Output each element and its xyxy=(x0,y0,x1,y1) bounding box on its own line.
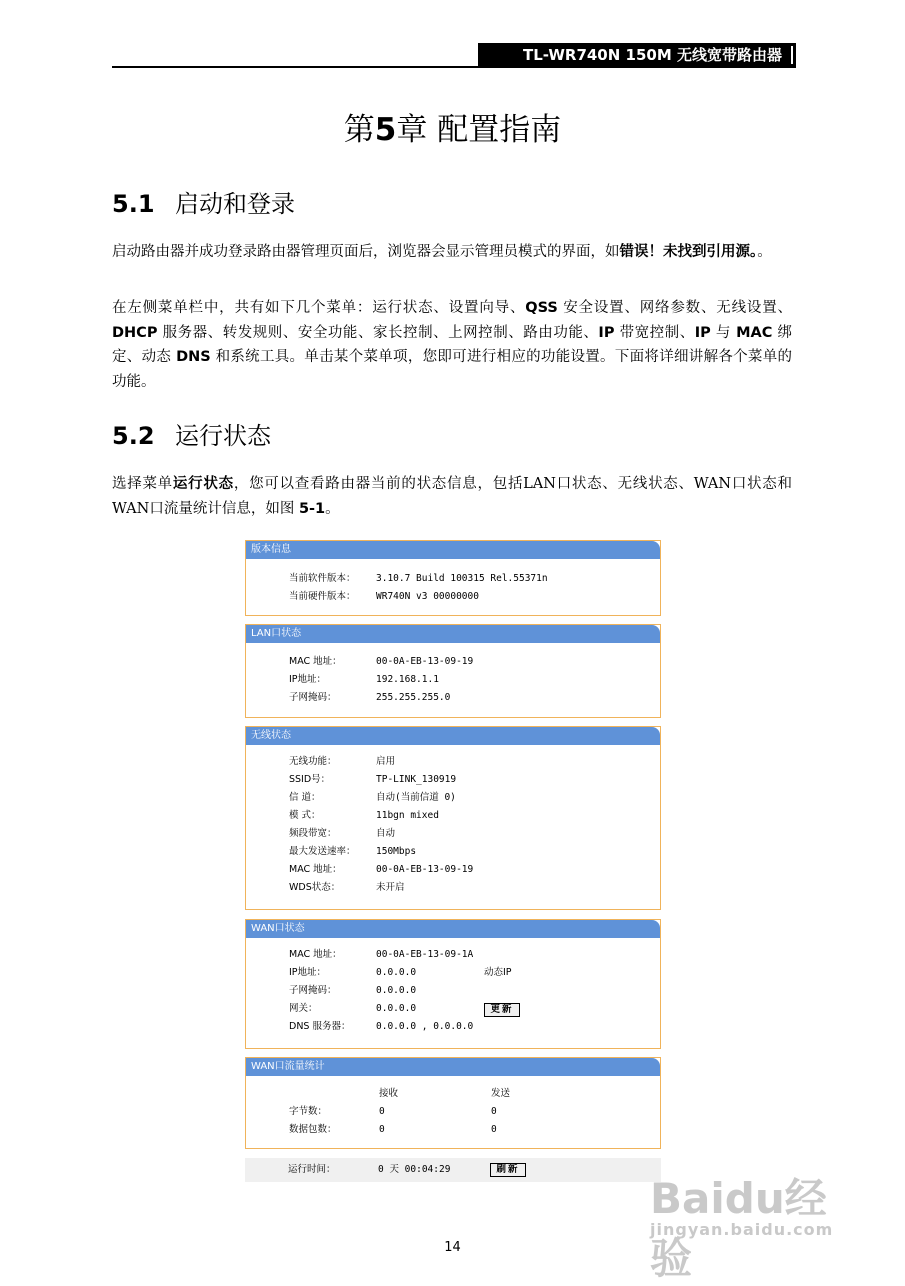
watermark-url: jingyan.baidu.com xyxy=(650,1220,834,1239)
header-edge-mark xyxy=(791,46,793,64)
hardware-version-label: 当前硬件版本： xyxy=(289,591,356,602)
wan-mac-value: 00-0A-EB-13-09-1A xyxy=(376,949,474,960)
recv-column-header: 接收 xyxy=(379,1088,399,1099)
max-rate-label: 最大发送速率： xyxy=(289,846,356,857)
uptime-label: 运行时间： xyxy=(288,1164,336,1175)
lan-ip-label: IP地址： xyxy=(289,674,327,685)
wds-value: 未开启 xyxy=(376,882,405,893)
bandwidth-value: 自动 xyxy=(376,828,396,839)
bytes-send: 0 xyxy=(491,1106,497,1117)
wan-mac-label: MAC 地址： xyxy=(289,949,342,960)
bandwidth-label: 频段带宽： xyxy=(289,828,337,839)
wireless-panel xyxy=(245,726,661,910)
section-5-1-paragraph-2: 在左侧菜单栏中，共有如下几个菜单：运行状态、设置向导、QSS 安全设置、网络参数、无线设置、DHCP 服务器、转发规则、安全功能、家长控制、上网控制、路由功能、IP 带宽控制、IP 与 MAC 绑定、动态 DNS 和系统工具。单击某个菜单项，您即可进行相应的功能设置。下面将详细讲解各个菜单的功能。 xyxy=(112,300,793,390)
section-title: 运行状态 xyxy=(175,422,271,450)
mode-value: 11bgn mixed xyxy=(376,810,439,821)
ssid-value: TP-LINK_130919 xyxy=(376,774,457,785)
wan-mask-value: 0.0.0.0 xyxy=(376,985,417,996)
wan-ip-type: 动态IP xyxy=(484,967,512,978)
traffic-panel xyxy=(245,1057,661,1149)
ssid-label: SSID号： xyxy=(289,774,331,785)
software-version-value: 3.10.7 Build 100315 Rel.55371n xyxy=(376,573,548,584)
wan-ip-label: IP地址： xyxy=(289,967,327,978)
broken-reference: 错误！未找到引用源。 xyxy=(619,244,758,260)
lan-mask-label: 子网掩码： xyxy=(289,692,337,703)
section-5-1-heading xyxy=(112,188,295,220)
lan-mac-value: 00-0A-EB-13-09-19 xyxy=(376,656,474,667)
packets-label: 数据包数： xyxy=(289,1124,337,1135)
panel-title: LAN口状态 xyxy=(246,625,660,643)
wireless-function-value: 启用 xyxy=(376,756,396,767)
lan-mac-label: MAC 地址： xyxy=(289,656,342,667)
section-5-1-paragraph-1: 启动路由器并成功登录路由器管理页面后，浏览器会显示管理员模式的界面，如错误！未找到引用源。。 xyxy=(112,244,772,260)
packets-recv: 0 xyxy=(379,1124,385,1135)
lan-panel xyxy=(245,624,661,718)
header-rule xyxy=(112,66,796,68)
lan-mask-value: 255.255.255.0 xyxy=(376,692,451,703)
chapter-title: 第5章 配置指南 xyxy=(343,112,562,148)
dns-label: DNS 服务器： xyxy=(289,1021,351,1032)
uptime-bar xyxy=(245,1158,661,1182)
panel-title: 版本信息 xyxy=(246,541,660,559)
wan-ip-value: 0.0.0.0 xyxy=(376,967,417,978)
panel-title: 无线状态 xyxy=(246,727,660,745)
gateway-value: 0.0.0.0 xyxy=(376,1003,417,1014)
mode-label: 模 式： xyxy=(289,810,321,821)
section-title: 启动和登录 xyxy=(175,190,295,218)
wan-mask-label: 子网掩码： xyxy=(289,985,337,996)
refresh-button[interactable]: 刷新 xyxy=(490,1163,526,1177)
dns-value: 0.0.0.0 , 0.0.0.0 xyxy=(376,1021,474,1032)
hardware-version-value: WR740N v3 00000000 xyxy=(376,591,479,602)
max-rate-value: 150Mbps xyxy=(376,846,417,857)
section-5-2-paragraph: 选择菜单运行状态，您可以查看路由器当前的状态信息，包括LAN口状态、无线状态、WAN口状态和WAN口流量统计信息，如图 5-1。 xyxy=(112,476,793,517)
page-number: 14 xyxy=(444,1240,461,1255)
section-number: 5.2 xyxy=(112,422,155,450)
bytes-recv: 0 xyxy=(379,1106,385,1117)
software-version-label: 当前软件版本： xyxy=(289,573,356,584)
section-5-2-heading xyxy=(112,420,271,452)
section-number: 5.1 xyxy=(112,190,155,218)
wireless-mac-value: 00-0A-EB-13-09-19 xyxy=(376,864,474,875)
lan-ip-value: 192.168.1.1 xyxy=(376,674,439,685)
send-column-header: 发送 xyxy=(491,1088,511,1099)
channel-value: 自动(当前信道 0) xyxy=(376,792,456,803)
wan-panel xyxy=(245,919,661,1049)
wds-label: WDS状态： xyxy=(289,882,341,893)
gateway-label: 网关： xyxy=(289,1003,318,1014)
bytes-label: 字节数： xyxy=(289,1106,328,1117)
baidu-watermark xyxy=(640,1160,860,1283)
header-title: TL-WR740N 150M 无线宽带路由器 xyxy=(523,46,782,64)
version-panel xyxy=(245,540,661,616)
watermark-logo: Baidu经验 xyxy=(650,1174,827,1283)
channel-label: 信 道： xyxy=(289,792,321,803)
wireless-function-label: 无线功能： xyxy=(289,756,337,767)
packets-send: 0 xyxy=(491,1124,497,1135)
panel-title: WAN口流量统计 xyxy=(246,1058,660,1076)
chapter-number: 5 xyxy=(374,112,397,148)
renew-button[interactable]: 更新 xyxy=(484,1003,520,1017)
wireless-mac-label: MAC 地址： xyxy=(289,864,342,875)
uptime-value: 0 天 00:04:29 xyxy=(378,1164,451,1175)
running-header xyxy=(478,43,796,67)
panel-title: WAN口状态 xyxy=(246,920,660,938)
